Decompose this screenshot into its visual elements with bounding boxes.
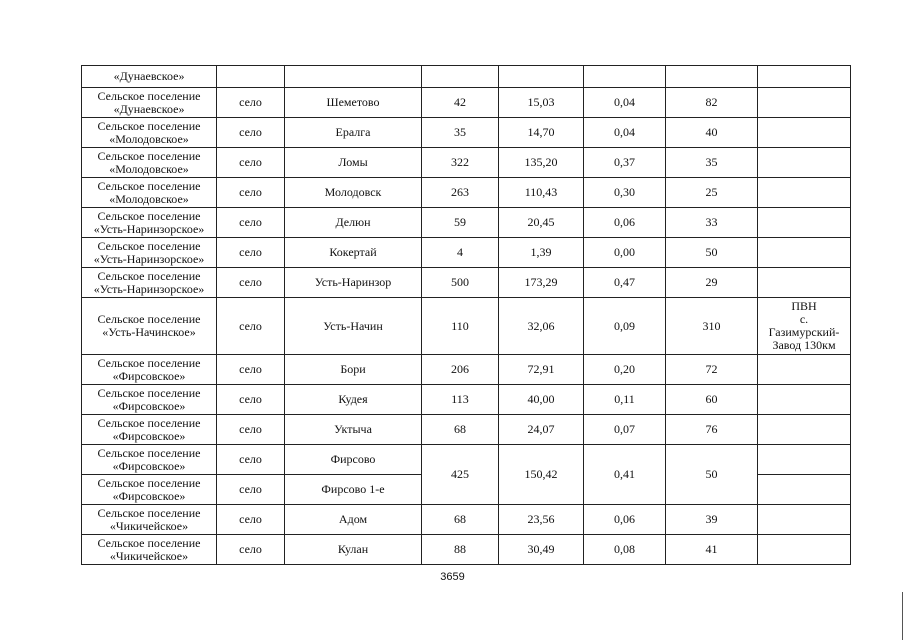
table-row	[82, 505, 851, 535]
settlement-cell: Сельское поселение «Молодовское»	[82, 178, 217, 208]
note-cell	[758, 445, 851, 475]
area-cell: 72,91	[499, 355, 584, 385]
distance-cell: 310	[666, 298, 758, 355]
table-row	[82, 208, 851, 238]
population-cell: 425	[422, 445, 499, 505]
distance-cell: 41	[666, 535, 758, 565]
note-cell	[758, 88, 851, 118]
type-cell: село	[217, 505, 285, 535]
distance-cell: 72	[666, 355, 758, 385]
settlement-cell: Сельское поселение «Фирсовское»	[82, 475, 217, 505]
area-cell: 30,49	[499, 535, 584, 565]
table-row	[82, 238, 851, 268]
area-cell: 24,07	[499, 415, 584, 445]
settlement-cell: Сельское поселение «Усть-Наринзорское»	[82, 208, 217, 238]
type-cell: село	[217, 268, 285, 298]
population-cell: 68	[422, 415, 499, 445]
share-cell: 0,09	[584, 298, 666, 355]
village-name-cell: Ломы	[285, 148, 422, 178]
area-cell: 20,45	[499, 208, 584, 238]
table-row	[82, 535, 851, 565]
type-cell: село	[217, 445, 285, 475]
area-cell: 15,03	[499, 88, 584, 118]
population-cell: 500	[422, 268, 499, 298]
population-cell: 113	[422, 385, 499, 415]
type-cell: село	[217, 475, 285, 505]
type-cell: село	[217, 415, 285, 445]
type-cell: село	[217, 535, 285, 565]
table-row	[82, 88, 851, 118]
table-row	[82, 445, 851, 475]
type-cell: село	[217, 385, 285, 415]
note-cell	[758, 385, 851, 415]
population-cell: 88	[422, 535, 499, 565]
table-row	[82, 66, 851, 88]
share-cell: 0,11	[584, 385, 666, 415]
population-cell: 110	[422, 298, 499, 355]
village-name-cell: Кокертай	[285, 238, 422, 268]
share-cell: 0,47	[584, 268, 666, 298]
share-cell: 0,41	[584, 445, 666, 505]
note-cell	[758, 355, 851, 385]
share-cell: 0,20	[584, 355, 666, 385]
area-cell: 1,39	[499, 238, 584, 268]
type-cell: село	[217, 355, 285, 385]
share-cell: 0,08	[584, 535, 666, 565]
settlement-cell: Сельское поселение «Фирсовское»	[82, 355, 217, 385]
distance-cell: 50	[666, 445, 758, 505]
share-cell: 0,04	[584, 88, 666, 118]
table-row	[82, 298, 851, 355]
distance-cell: 35	[666, 148, 758, 178]
table-row	[82, 385, 851, 415]
village-name-cell: Кулан	[285, 535, 422, 565]
settlement-cell: «Дунаевское»	[82, 66, 217, 88]
type-cell: село	[217, 298, 285, 355]
note-cell	[758, 118, 851, 148]
area-cell: 32,06	[499, 298, 584, 355]
share-cell: 0,06	[584, 208, 666, 238]
type-cell: село	[217, 208, 285, 238]
distance-cell: 29	[666, 268, 758, 298]
table-row	[82, 268, 851, 298]
share-cell: 0,07	[584, 415, 666, 445]
population-cell: 59	[422, 208, 499, 238]
type-cell: село	[217, 88, 285, 118]
village-name-cell: Адом	[285, 505, 422, 535]
population-cell: 35	[422, 118, 499, 148]
settlement-cell: Сельское поселение «Усть-Начинское»	[82, 298, 217, 355]
area-cell: 23,56	[499, 505, 584, 535]
table-row	[82, 415, 851, 445]
table-row	[82, 148, 851, 178]
note-cell	[758, 178, 851, 208]
settlement-cell: Сельское поселение «Дунаевское»	[82, 88, 217, 118]
settlement-cell: Сельское поселение «Фирсовское»	[82, 385, 217, 415]
settlement-cell: Сельское поселение «Чикичейское»	[82, 505, 217, 535]
share-cell: 0,30	[584, 178, 666, 208]
village-name-cell: Фирсово	[285, 445, 422, 475]
distance-cell: 82	[666, 88, 758, 118]
share-cell: 0,06	[584, 505, 666, 535]
distance-cell: 33	[666, 208, 758, 238]
note-cell	[758, 535, 851, 565]
distance-cell: 60	[666, 385, 758, 415]
village-name-cell: Ералга	[285, 118, 422, 148]
type-cell: село	[217, 238, 285, 268]
area-cell: 40,00	[499, 385, 584, 415]
distance-cell: 76	[666, 415, 758, 445]
village-name-cell: Фирсово 1-е	[285, 475, 422, 505]
population-cell: 68	[422, 505, 499, 535]
table-row	[82, 178, 851, 208]
village-name-cell: Усть-Наринзор	[285, 268, 422, 298]
settlement-cell: Сельское поселение «Усть-Наринзорское»	[82, 268, 217, 298]
area-cell: 150,42	[499, 445, 584, 505]
area-cell: 135,20	[499, 148, 584, 178]
population-cell: 263	[422, 178, 499, 208]
settlement-cell: Сельское поселение «Усть-Наринзорское»	[82, 238, 217, 268]
distance-cell: 25	[666, 178, 758, 208]
share-cell: 0,37	[584, 148, 666, 178]
village-name-cell: Бори	[285, 355, 422, 385]
distance-cell: 40	[666, 118, 758, 148]
settlement-cell: Сельское поселение «Молодовское»	[82, 118, 217, 148]
population-cell: 4	[422, 238, 499, 268]
type-cell: село	[217, 178, 285, 208]
note-cell	[758, 505, 851, 535]
settlement-cell: Сельское поселение «Чикичейское»	[82, 535, 217, 565]
note-cell	[758, 475, 851, 505]
note-cell	[758, 268, 851, 298]
scan-edge-line	[902, 592, 903, 640]
population-cell: 42	[422, 88, 499, 118]
type-cell: село	[217, 148, 285, 178]
type-cell: село	[217, 118, 285, 148]
table-row	[82, 118, 851, 148]
settlement-cell: Сельское поселение «Молодовское»	[82, 148, 217, 178]
settlement-cell: Сельское поселение «Фирсовское»	[82, 415, 217, 445]
area-cell: 110,43	[499, 178, 584, 208]
village-name-cell: Кудея	[285, 385, 422, 415]
share-cell: 0,04	[584, 118, 666, 148]
note-cell: ПВН с. Газимурский- Завод 130км	[758, 298, 851, 355]
table-row	[82, 355, 851, 385]
village-name-cell: Делюн	[285, 208, 422, 238]
village-name-cell: Шеметово	[285, 88, 422, 118]
village-name-cell: Молодовск	[285, 178, 422, 208]
share-cell: 0,00	[584, 238, 666, 268]
village-name-cell: Усть-Начин	[285, 298, 422, 355]
population-cell: 322	[422, 148, 499, 178]
village-name-cell: Уктыча	[285, 415, 422, 445]
note-cell	[758, 238, 851, 268]
distance-cell: 39	[666, 505, 758, 535]
distance-cell: 50	[666, 238, 758, 268]
note-cell	[758, 148, 851, 178]
area-cell: 14,70	[499, 118, 584, 148]
settlements-table	[81, 65, 851, 565]
page-number: 3659	[440, 571, 465, 583]
note-cell	[758, 208, 851, 238]
area-cell: 173,29	[499, 268, 584, 298]
settlement-cell: Сельское поселение «Фирсовское»	[82, 445, 217, 475]
note-cell	[758, 415, 851, 445]
population-cell: 206	[422, 355, 499, 385]
